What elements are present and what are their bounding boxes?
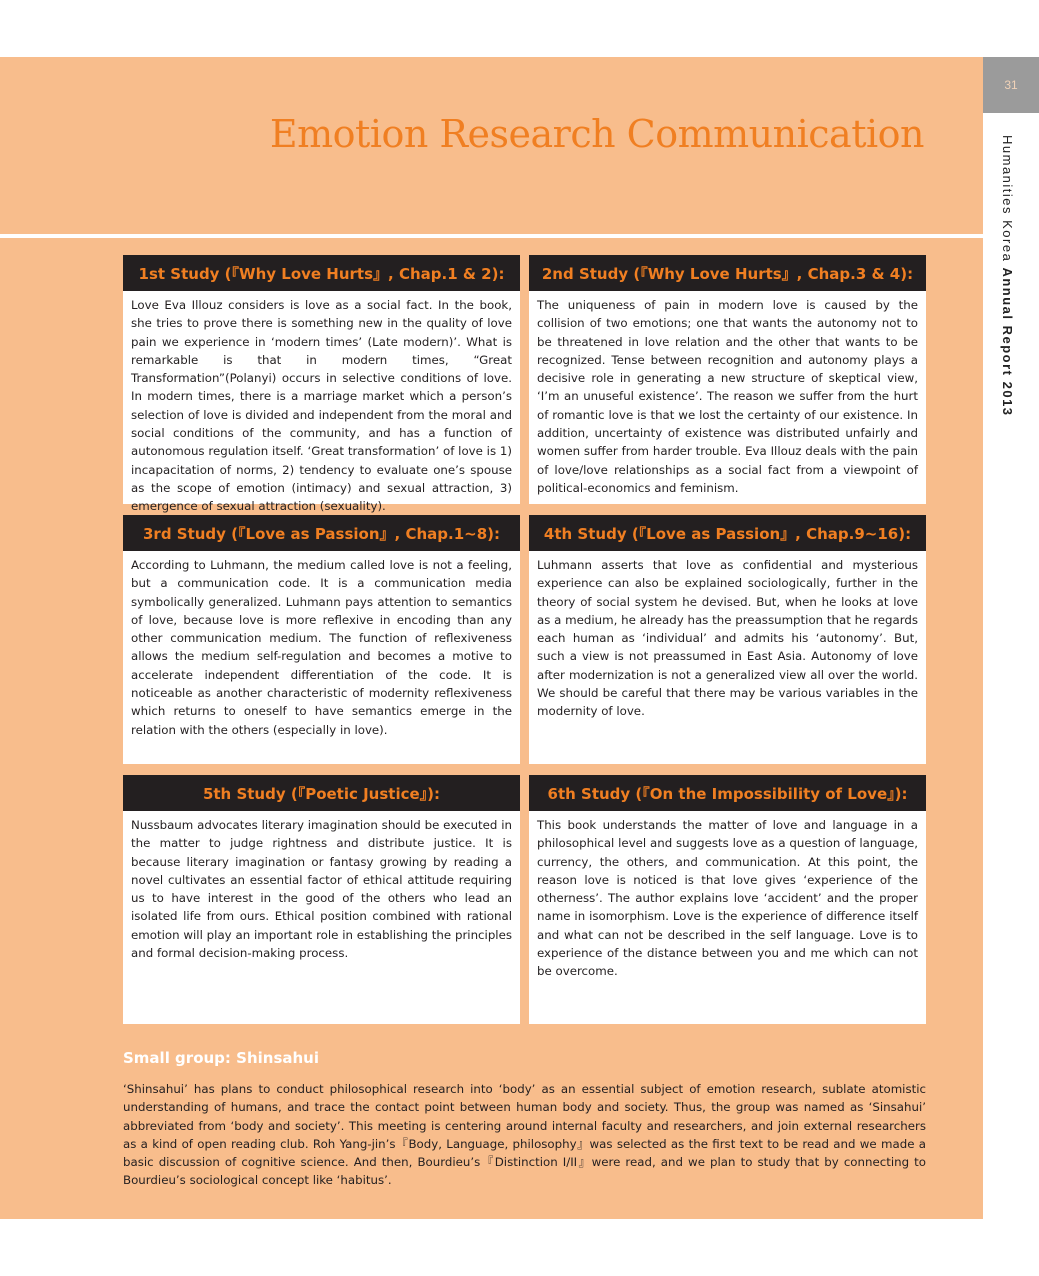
study-card-5 [123, 775, 520, 1024]
study-heading: 4th Study (『Love as Passion』, Chap.9~16): [529, 515, 926, 551]
study-body: Nussbaum advocates literary imagination should be executed in the matter to judge rightness and distribute justice. It is because literary imagination or fantasy growing by reading a novel cultivates an essential factor of ethical attitude requiring us to have interest in the good of the others who lead an isolated life from ours. Ethical position combined with rational emotion will play an important role in establishing the principles and formal decision-making process. [131, 818, 512, 961]
divider-rule [0, 234, 983, 238]
page-number: 31 [983, 57, 1039, 113]
small-group-body: ‘Shinsahui’ has plans to conduct philosophical research into ‘body’ as an essential subject of emotion research, sublate atomistic understanding of humans, and trace the contact point between human body and society. Thus, the group was named as ‘Sinsahui’ abbreviated from ‘body and society’. This meeting is centering around internal faculty and researchers, and join external researchers as a kind of open reading club. Roh Yang-jin’s『Body, Language, philosophy』was selected as the first text to be read and we made a basic discussion of cognitive science. And then, Bourdieu’s『Distinction I/II』were read, and we plan to study that by connecting to Bourdieu’s sociological concept like ‘habitus’. [123, 1082, 926, 1188]
study-card-4 [529, 515, 926, 764]
small-group-title: Small group: Shinsahui [123, 1049, 319, 1067]
study-body: According to Luhmann, the medium called love is not a feeling, but a communication code. It is a communication media symbolically generalized. Luhmann pays attention to semantics of love, because love is more reflexive in encoding than any other communication medium. The function of reflexiveness allows the medium self-regulation and becomes a motive to accelerate independent differentiation of the code. It is noticeable as another characteristic of modernity reflexiveness which returns to oneself to have semantics emerge in the relation with the others (especially in love). [131, 558, 512, 737]
side-running-title [1000, 135, 1015, 417]
study-body: This book understands the matter of love and language in a philosophical level and suggests love as a question of language, currency, the others, and communication. At this point, the reason love is noticed is that love gives ‘experience of the otherness’. The author explains love ‘accident’ and the proper name in isomorphism. Love is the experience of difference itself and what can not be described in the self language. Love is to experience of the distance between you and me which can not be overcome. [537, 818, 918, 979]
study-heading: 3rd Study (『Love as Passion』, Chap.1~8): [123, 515, 520, 551]
study-card-3 [123, 515, 520, 764]
side-label-prefix: Humanities Korea [1000, 135, 1015, 268]
study-body: Luhmann asserts that love as confidential and mysterious experience can also be explained sociologically, further in the theory of social system he devised. But, when he looks at love as a medium, he already has the preassumption that he regards each human as ‘individual’ and admits his ‘autonomy’. But, such a view is not preassumed in East Asia. Autonomy of love after modernization is not a generalized view all over the world. We should be careful that there may be various variables in the modernity of love. [537, 558, 918, 719]
study-heading: 2nd Study (『Why Love Hurts』, Chap.3 & 4): [529, 255, 926, 291]
study-heading: 5th Study (『Poetic Justice』): [123, 775, 520, 811]
study-body: The uniqueness of pain in modern love is caused by the collision of two emotions; one that wants the autonomy not to be threatened in love relation and the other that wants to be recognized. Tense between recognition and autonomy plays a decisive role in generating a new structure of skeptical view, ‘I’m an unuseful existence’. The reason we suffer from the hurt of romantic love is that we lost the certainty of our existence. In addition, uncertainty of existence was distributed unfairly and women suffer from harder trouble. Eva Illouz deals with the pain of love/love relationships as a social fact from a viewpoint of political-economics and feminism. [537, 298, 918, 495]
study-card-6 [529, 775, 926, 1024]
study-heading: 6th Study (『On the Impossibility of Love』): [529, 775, 926, 811]
study-card-1 [123, 255, 520, 514]
page-title: Emotion Research Communication [269, 112, 924, 156]
study-card-2 [529, 255, 926, 504]
study-body: Love Eva Illouz considers is love as a social fact. In the book, she tries to prove there is something new in the quality of love pain we experience in ‘modern times’ (Late modern)’. What is remarkable is that in modern times, “Great Transformation”(Polanyi) occurs in selective conditions of love. In modern times, there is a marriage market which a person’s selection of love is divided and independent from the moral and social conditions of the community, and has a function of autonomous regulation itself. ‘Great transformation’ of love is 1) incapacitation of norms, 2) tendency to evaluate one’s spouse as the scope of emotion (intimacy) and sexual attraction, 3) emergence of sexual attraction (sexuality). [131, 298, 512, 514]
side-label-bold: Annual Report 2013 [1000, 267, 1015, 417]
study-heading: 1st Study (『Why Love Hurts』, Chap.1 & 2): [123, 255, 520, 291]
